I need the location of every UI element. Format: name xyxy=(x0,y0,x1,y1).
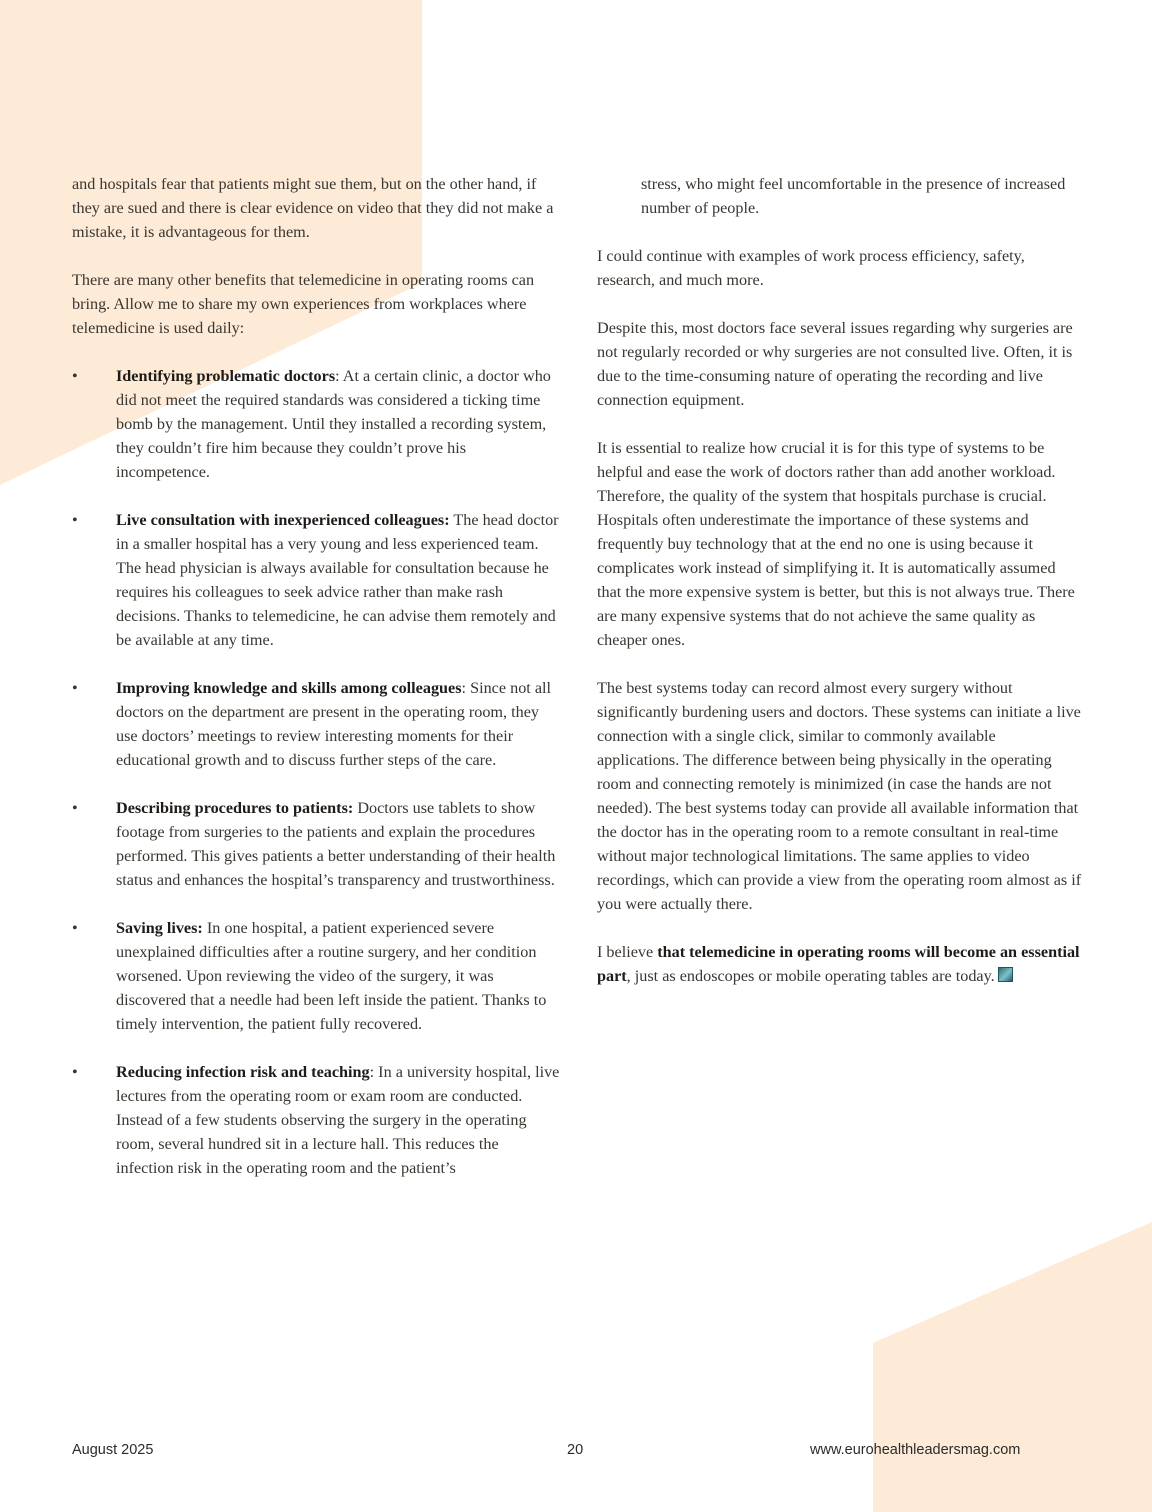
closing-text-after: , just as endoscopes or mobile operating tables are today. xyxy=(626,967,995,985)
bullet-icon: • xyxy=(72,799,78,817)
paragraph: The best systems today can record almost every surgery without significantly burdening users and doctors. These systems can initiate a live connection with a single click, similar to commonly available applications. The difference between being physically in the operating room and connecting remotely is minimized (in case the hands are not needed). The best systems today can provide all available information that the doctor has in the operating room to a remote consultant in real-time without major technological limitations. The same applies to video recordings, which can provide a view from the operating room almost as if you were actually there. xyxy=(597,679,1082,913)
list-item-title: Reducing infection risk and teaching xyxy=(116,1063,370,1081)
left-column xyxy=(72,172,560,1204)
list-item-text: In one hospital, a patient experienced severe unexplained difficulties after a routine surgery, and her condition worsened. Upon reviewing the video of the surgery, it was discovered that a needle had been left inside the patient. Thanks to timely intervention, the patient fully recovered. xyxy=(116,919,547,1033)
paragraph: It is essential to realize how crucial it is for this type of systems to be helpful and ease the work of doctors rather than add another workload. Therefore, the quality of the system that hospitals purchase is crucial. Hospitals often underestimate the importance of these systems and frequently buy technology that at the end no one is using because it complicates work instead of simplifying it. It is automatically assumed that the more expensive system is better, but this is not always true. There are many expensive systems that do not achieve the same quality as cheaper ones. xyxy=(597,439,1075,649)
right-column xyxy=(597,172,1082,1012)
list-item-text: Doctors use tablets to show footage from surgeries to the patients and explain the procedures performed. This gives patients a better understanding of their health status and enhances the hospital’s transparency and trustworthiness. xyxy=(116,799,556,889)
closing-text-before: I believe xyxy=(597,943,658,961)
closing-paragraph xyxy=(597,940,1082,988)
paragraph: Despite this, most doctors face several issues regarding why surgeries are not regularly recorded or why surgeries are not consulted live. Often, it is due to the time-consuming nature of operating the recording and live connection equipment. xyxy=(597,319,1073,409)
list-item xyxy=(72,916,560,1036)
list-item-title: Identifying problematic doctors xyxy=(116,367,336,385)
bullet-icon: • xyxy=(72,367,78,385)
bullet-icon: • xyxy=(72,679,78,697)
list-item xyxy=(72,676,560,772)
list-item-title: Saving lives: xyxy=(116,919,203,937)
page-number: 20 xyxy=(567,1442,584,1458)
paragraph: and hospitals fear that patients might sue them, but on the other hand, if they are sued and there is clear evidence on video that they did not make a mistake, it is advantageous for them. xyxy=(72,175,554,241)
bullet-icon: • xyxy=(72,919,78,937)
list-item-title: Live consultation with inexperienced colleagues: xyxy=(116,511,450,529)
list-item-text: : Since not all doctors on the department are present in the operating room, they use doctors’ meetings to review interesting moments for their educational growth and to discuss further steps of the care. xyxy=(116,679,552,769)
bullet-icon: • xyxy=(72,511,78,529)
list-item xyxy=(72,796,560,892)
paragraph: There are many other benefits that telemedicine in operating rooms can bring. Allow me to share my own experiences from workplaces where telemedicine is used daily: xyxy=(72,271,535,337)
list-item-title: Improving knowledge and skills among colleagues xyxy=(116,679,462,697)
list-item-text: The head doctor in a smaller hospital has a very young and less experienced team. The head physician is always available for consultation because he requires his colleagues to seek advice rather than make rash decisions. Thanks to telemedicine, he can advise them remotely and be available at any time. xyxy=(116,511,559,649)
list-item-text: : At a certain clinic, a doctor who did not meet the required standards was considered a ticking time bomb by the management. Until they installed a recording system, they couldn’t fire him because they couldn’t prove his incompetence. xyxy=(116,367,551,481)
footer-date: August 2025 xyxy=(72,1442,154,1458)
list-item-continuation: stress, who might feel uncomfortable in the presence of increased number of people. xyxy=(641,175,1066,217)
closing-emphasis: that telemedicine in operating rooms will become an essential part xyxy=(597,943,1080,985)
list-item xyxy=(72,508,560,652)
list-item xyxy=(72,1060,560,1180)
bottom-right-accent-shape xyxy=(873,1222,1152,1512)
end-of-article-icon xyxy=(998,967,1013,982)
list-item-title: Describing procedures to patients: xyxy=(116,799,354,817)
website-link[interactable]: www.eurohealthleadersmag.com xyxy=(810,1442,1021,1458)
bullet-icon: • xyxy=(72,1063,78,1081)
list-item-text: : In a university hospital, live lectures from the operating room or exam room are conducted. Instead of a few students observing the surgery in the operating room, several hundred sit in a lecture hall. This reduces the infection risk in the operating room and the patient’s xyxy=(116,1063,560,1177)
paragraph: I could continue with examples of work process efficiency, safety, research, and much more. xyxy=(597,247,1025,289)
list-item xyxy=(72,364,560,484)
